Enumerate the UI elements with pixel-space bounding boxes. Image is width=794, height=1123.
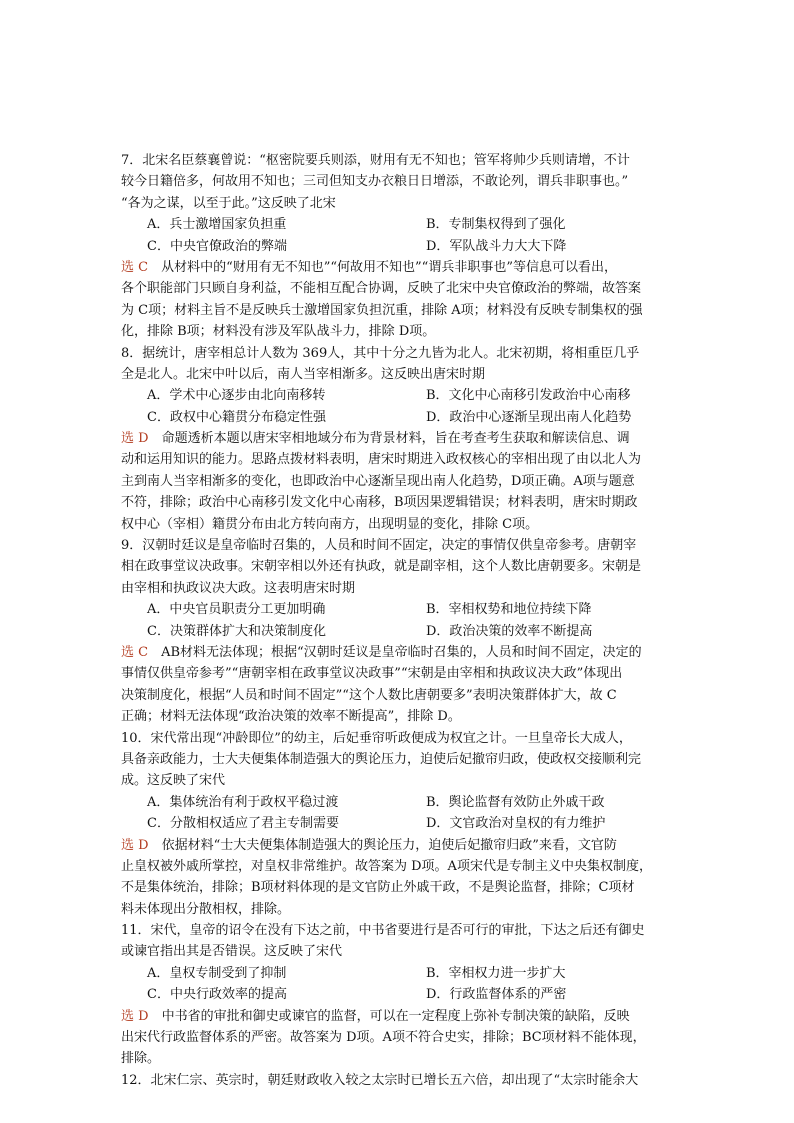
- option-d: D．军队战斗力大大下降: [425, 238, 567, 254]
- question-stem-line: 8．据统计，唐宰相总计人数为 369人，其中十分之九皆为北人。北宋初期，将相重臣几乎: [121, 345, 640, 361]
- option-c: C．决策群体扩大和决策制度化: [147, 623, 326, 639]
- answer-explanation-line: 各个职能部门只顾自身利益，不能相互配合协调，反映了北宋中央官僚政治的弊端，故答案: [121, 281, 642, 297]
- options-row: [121, 407, 677, 428]
- answer-explanation-line: 权中心（宰相）籍贯分布由北方转向南方，出现明显的变化，排除 C项。: [121, 516, 539, 532]
- answer-explanation-line: 料未体现出分散相权，排除。: [121, 901, 291, 917]
- options-row: [121, 813, 677, 834]
- option-a: A．学术中心逐步由北向南移转: [147, 388, 326, 404]
- option-b: B．宰相权势和地位持续下降: [425, 602, 592, 618]
- question-stem-line: 11．宋代，皇帝的诏令在没有下达之前，中书省要进行是否可行的审批，下达之后还有御史: [121, 923, 645, 939]
- question-11: [121, 920, 677, 1070]
- option-d: D．文官政治对皇权的有力维护: [425, 816, 606, 832]
- question-stem-line: 7．北宋名臣蔡襄曾说：“枢密院要兵则添，财用有无不知也；管军将帅少兵则请增，不计: [121, 153, 630, 168]
- answer-explanation-line: 选 C AB材料无法体现；根据“汉朝时廷议是皇帝临时召集的，人员和时间不固定，决定的: [121, 644, 642, 660]
- question-9: [121, 535, 677, 728]
- option-c: C．中央行政效率的提高: [147, 987, 287, 1003]
- option-d: D．行政监督体系的严密: [425, 987, 567, 1003]
- answer-explanation-line: 选 D 依据材料“士大夫便集体制造强大的舆论压力，迫使后妃撤帘归政”来看，文官防: [121, 837, 617, 853]
- option-b: B．专制集权得到了强化: [425, 217, 566, 233]
- answer-explanation-line: 不符，排除；政治中心南移引发文化中心南移，B项因果逻辑错误；材料表明，唐宋时期政: [121, 495, 638, 511]
- option-d: D．政治中心逐渐呈现出南人化趋势: [425, 409, 632, 425]
- answer-explanation-line: 动和运用知识的能力。思路点拨材料表明，唐宋时期进入政权核心的宰相出现了由以北人为: [121, 452, 642, 468]
- question-stem-line: “各为之谋，以至于此。”这反映了北宋: [121, 195, 336, 211]
- answer-explanation-line: 为 C项；材料主旨不是反映兵士激增国家负担沉重，排除 A项；材料没有反映专制集权的强: [121, 302, 643, 318]
- options-row: [121, 385, 677, 406]
- option-c: C．分散相权适应了君主专制需要: [147, 816, 339, 832]
- option-b: B．舆论监督有效防止外戚干政: [425, 794, 605, 810]
- option-a: A．中央官员职责分工更加明确: [147, 602, 326, 618]
- question-stem-line: 由宰相和执政议决大政。这表明唐宋时期: [121, 580, 356, 596]
- options-row: [121, 214, 677, 235]
- answer-explanation-line: 出宋代行政监督体系的严密。故答案为 D项。A项不符合史实，排除；BC项材料不能体现，: [121, 1030, 646, 1046]
- question-stem-line: 较今日籍倍多，何故用不知也；三司但知支办衣粮日日增添，不敢论列，谓兵非职事也。”: [121, 174, 629, 190]
- question-7: [121, 150, 677, 343]
- option-a: A．兵士激增国家负担重: [147, 217, 287, 233]
- options-row: [121, 984, 677, 1005]
- option-d: D．政治决策的效率不断提高: [425, 623, 593, 639]
- options-row: [121, 792, 677, 813]
- answer-explanation-line: 选 D 命题透析本题以唐宋宰相地域分布为背景材料，旨在考查考生获取和解读信息、调: [121, 431, 630, 447]
- question-stem-line: 相在政事堂议决政事。宋朝宰相以外还有执政，就是副宰相，这个人数比唐朝要多。宋朝是: [121, 559, 642, 575]
- question-stem-line: 9．汉朝时廷议是皇帝临时召集的，人员和时间不固定，决定的事情仅供皇帝参考。唐朝宰: [121, 538, 637, 554]
- option-c: C．政权中心籍贯分布稳定性强: [147, 409, 326, 425]
- question-stem-line: 成。这反映了宋代: [121, 773, 226, 789]
- question-stem-line: 具备亲政能力，士大夫便集体制造强大的舆论压力，迫使后妃撤帘归政，使政权交接顺利完: [121, 751, 642, 767]
- answer-explanation-line: 事情仅供皇帝参考”“唐朝宰相在政事堂议决政事”“宋朝是由宰相和执政议决大政”体现出: [121, 666, 623, 682]
- options-row: [121, 963, 677, 984]
- answer-explanation-line: 止皇权被外戚所掌控，对皇权非常维护。故答案为 D项。A项宋代是专制主义中央集权制度，: [121, 858, 652, 874]
- answer-explanation-line: 选 C 从材料中的“财用有无不知也”“何故用不知也”“谓兵非职事也”等信息可以看出，: [121, 259, 617, 275]
- answer-explanation-line: 决策制度化，根据“人员和时间不固定”“这个人数比唐朝要多”表明决策群体扩大，故 C: [121, 687, 617, 703]
- options-row: [121, 599, 677, 620]
- question-stem-line: 或谏官指出其是否错误。这反映了宋代: [121, 944, 343, 960]
- document-page: [121, 150, 677, 1091]
- answer-explanation-line: 化，排除 B项；材料没有涉及军队战斗力，排除 D项。: [121, 324, 436, 340]
- options-row: [121, 236, 677, 257]
- option-c: C．中央官僚政治的弊端: [147, 238, 287, 254]
- question-stem-line: 10．宋代常出现“冲龄即位”的幼主，后妃垂帘听政便成为权宜之计。一旦皇帝长大成人，: [121, 730, 632, 746]
- question-12: [121, 1070, 677, 1091]
- answer-explanation-line: 不是集体统治，排除；B项材料体现的是文官防止外戚干政，不是舆论监督，排除；C项材: [121, 880, 635, 896]
- question-8: [121, 343, 677, 536]
- answer-explanation-line: 主到南人当宰相渐多的变化，也即政治中心逐渐呈现出南人化趋势，D项正确。A项与题意: [121, 473, 635, 489]
- answer-explanation-line: 排除。: [121, 1051, 161, 1067]
- option-a: A．皇权专制受到了抑制: [147, 965, 287, 981]
- option-b: B．文化中心南移引发政治中心南移: [425, 388, 631, 404]
- question-stem-line: 全是北人。北宋中叶以后，南人当宰相渐多。这反映出唐宋时期: [121, 366, 486, 382]
- option-b: B．宰相权力进一步扩大: [425, 965, 566, 981]
- answer-explanation-line: 正确；材料无法体现“政治决策的效率不断提高”，排除 D。: [121, 709, 461, 725]
- option-a: A．集体统治有利于政权平稳过渡: [147, 794, 339, 810]
- question-stem-line: 12．北宋仁宗、英宗时，朝廷财政收入较之太宗时已增长五六倍，却出现了“太宗时能余大: [121, 1072, 639, 1088]
- answer-explanation-line: 选 D 中书省的审批和御史或谏官的监督，可以在一定程度上弥补专制决策的缺陷，反映: [121, 1008, 630, 1024]
- question-10: [121, 728, 677, 921]
- options-row: [121, 621, 677, 642]
